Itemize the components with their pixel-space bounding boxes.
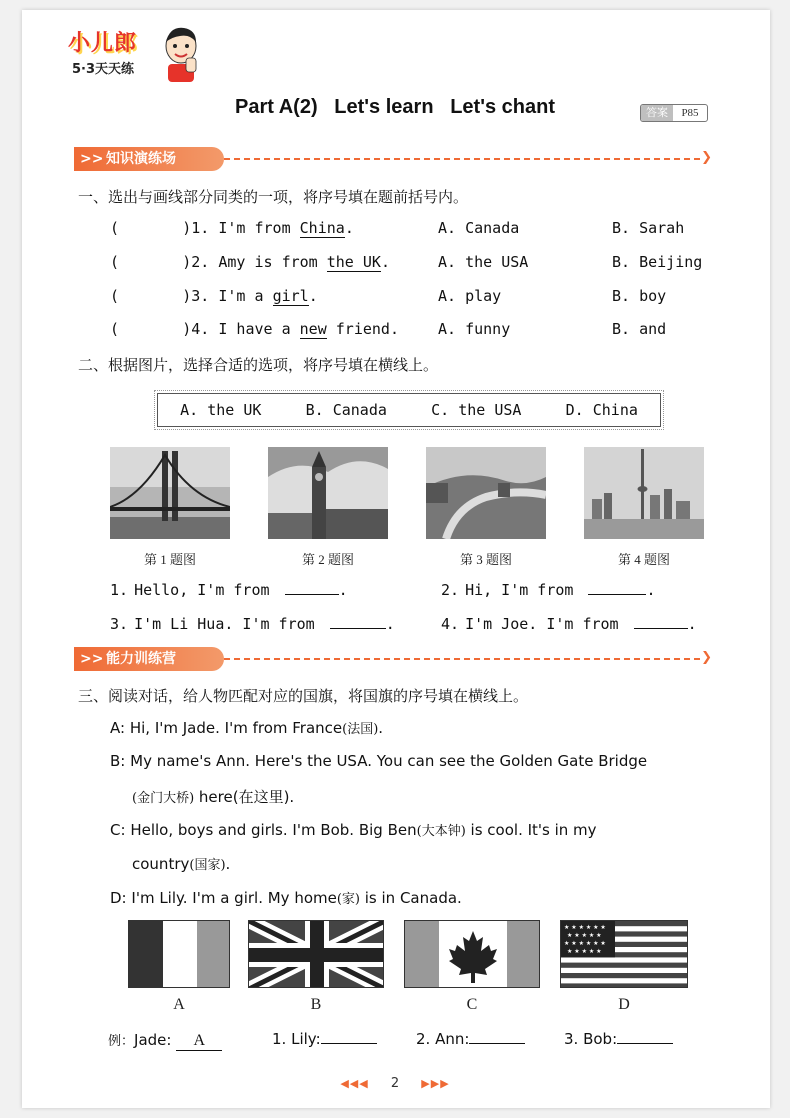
choice-a: A. play — [438, 287, 502, 305]
answer-paren[interactable]: ( ) — [110, 287, 192, 305]
flag-letter: B — [310, 996, 322, 1013]
answer-blank[interactable] — [330, 628, 386, 629]
choice-a: A. funny — [438, 320, 511, 338]
golden-gate-bridge-photo — [110, 447, 230, 539]
dialogue-line-a: A: Hi, I'm Jade. I'm from France(法国). — [110, 719, 384, 737]
underlined-word: the UK — [326, 253, 381, 271]
dialogue-line-c-cont: country(国家). — [132, 855, 231, 873]
uk-flag-icon — [248, 920, 384, 988]
photo-caption: 第 1 题图 — [143, 552, 196, 567]
dialogue-line-c: C: Hello, boys and girls. I'm Bob. Big Ben(大本钟) is cool. It's in my — [110, 821, 597, 839]
q2-item-3: 3. I'm Li Hua. I'm from . — [110, 615, 395, 633]
flag-letter: A — [173, 996, 185, 1013]
section-knowledge — [74, 147, 714, 171]
page-title: Part A(2) Let's learn Let's chant — [235, 96, 555, 118]
series-name: 5·3天天练 — [72, 62, 135, 77]
q2-item-2: 2. Hi, I'm from . — [441, 581, 656, 599]
answer-paren[interactable]: ( ) — [110, 253, 192, 271]
q1-item-1: ( )1. I'm from China. A. Canada B. Sarah — [110, 219, 685, 237]
logo-text: 小儿郎 — [68, 31, 138, 56]
great-wall-photo — [426, 447, 546, 539]
arrow-tip-icon: ❯ — [701, 150, 712, 165]
svg-text:★ ★ ★ ★ ★ ★: ★ ★ ★ ★ ★ ★ — [564, 940, 606, 947]
underlined-word: girl — [272, 287, 309, 305]
choice-b: B. and — [612, 320, 667, 338]
option-item: D. China — [565, 401, 638, 419]
example-answer: 例：Jade: A — [108, 1030, 222, 1051]
answer-blank[interactable] — [588, 594, 646, 595]
choice-b: B. Sarah — [612, 219, 685, 237]
flag-letter: C — [466, 996, 478, 1013]
answer-blank[interactable] — [469, 1043, 525, 1044]
dashed-divider — [224, 658, 700, 660]
next-page-icon[interactable]: ▶▶▶ — [421, 1077, 450, 1090]
answer-label: 答案 — [641, 105, 673, 121]
photo-caption: 第 2 题图 — [301, 552, 354, 567]
dialogue-line-b: B: My name's Ann. Here's the USA. You can see the Golden Gate Bridge — [110, 752, 648, 770]
answer-paren[interactable]: ( ) — [110, 320, 192, 338]
q2-heading: 二、根据图片，选择合适的选项，将序号填在横线上。 — [78, 356, 439, 374]
page-footer — [0, 1076, 790, 1091]
q2-option-box — [157, 393, 661, 427]
option-item: C. the USA — [431, 401, 522, 419]
boy-mascot-icon — [162, 24, 200, 82]
choice-a: A. the USA — [438, 253, 529, 271]
q1-heading: 一、选出与画线部分同类的一项，将序号填在题前括号内。 — [78, 188, 469, 206]
flag-letter: D — [618, 996, 630, 1013]
dashed-divider — [224, 158, 700, 160]
answer-badge[interactable] — [640, 104, 708, 122]
choice-b: B. Beijing — [612, 253, 703, 271]
answer-page: P85 — [681, 107, 699, 119]
section-title: 知识演练场 — [106, 151, 176, 167]
svg-text:★ ★ ★ ★ ★: ★ ★ ★ ★ ★ — [567, 932, 602, 939]
canada-flag-icon — [404, 920, 540, 988]
answer-paren[interactable]: ( ) — [110, 219, 192, 237]
underlined-word: new — [299, 320, 327, 338]
svg-text:★ ★ ★ ★ ★ ★: ★ ★ ★ ★ ★ ★ — [564, 924, 606, 931]
q1-item-4: ( )4. I have a new friend. A. funny B. and — [110, 320, 667, 338]
svg-text:★ ★ ★ ★ ★: ★ ★ ★ ★ ★ — [567, 948, 602, 955]
answer-blank[interactable] — [634, 628, 688, 629]
answer-blank[interactable] — [617, 1043, 673, 1044]
choice-a: A. Canada — [438, 219, 520, 237]
q1-item-3: ( )3. I'm a girl. A. play B. boy — [110, 287, 667, 305]
option-item: A. the UK — [180, 401, 262, 419]
photo-caption: 第 3 题图 — [459, 552, 512, 567]
answer-blank[interactable] — [321, 1043, 377, 1044]
example-blank: A — [176, 1032, 222, 1051]
dialogue-line-b-cont: (金门大桥) here(在这里). — [132, 788, 295, 806]
toronto-skyline-photo — [584, 447, 704, 539]
section-ability — [74, 647, 714, 671]
q3-heading: 三、阅读对话，给人物匹配对应的国旗，将国旗的序号填在横线上。 — [78, 687, 529, 705]
double-chevron-icon: >> — [80, 151, 104, 167]
france-flag-icon — [128, 920, 230, 988]
page-number: 2 — [390, 1076, 400, 1091]
option-item: B. Canada — [305, 401, 387, 419]
underlined-word: China — [299, 219, 345, 237]
q2-item-4: 4. I'm Joe. I'm from . — [441, 615, 697, 633]
section-title: 能力训练营 — [106, 651, 176, 667]
q2-item-1: 1. Hello, I'm from . — [110, 581, 348, 599]
q3-answer-bob: 3. Bob: — [564, 1030, 673, 1048]
usa-flag-icon — [560, 920, 688, 988]
brand-logo — [58, 22, 198, 84]
q1-item-2: ( )2. Amy is from the UK. A. the USA B. Beijing — [110, 253, 703, 271]
answer-blank[interactable] — [285, 594, 339, 595]
prev-page-icon[interactable]: ◀◀◀ — [340, 1077, 369, 1090]
dialogue-line-d: D: I'm Lily. I'm a girl. My home(家) is in Canada. — [110, 889, 462, 907]
big-ben-photo — [268, 447, 388, 539]
choice-b: B. boy — [612, 287, 667, 305]
double-chevron-icon: >> — [80, 651, 104, 667]
arrow-tip-icon: ❯ — [701, 650, 712, 665]
q3-answer-ann: 2. Ann: — [416, 1030, 525, 1048]
q3-answer-lily: 1. Lily: — [272, 1030, 377, 1048]
photo-caption: 第 4 题图 — [617, 552, 670, 567]
